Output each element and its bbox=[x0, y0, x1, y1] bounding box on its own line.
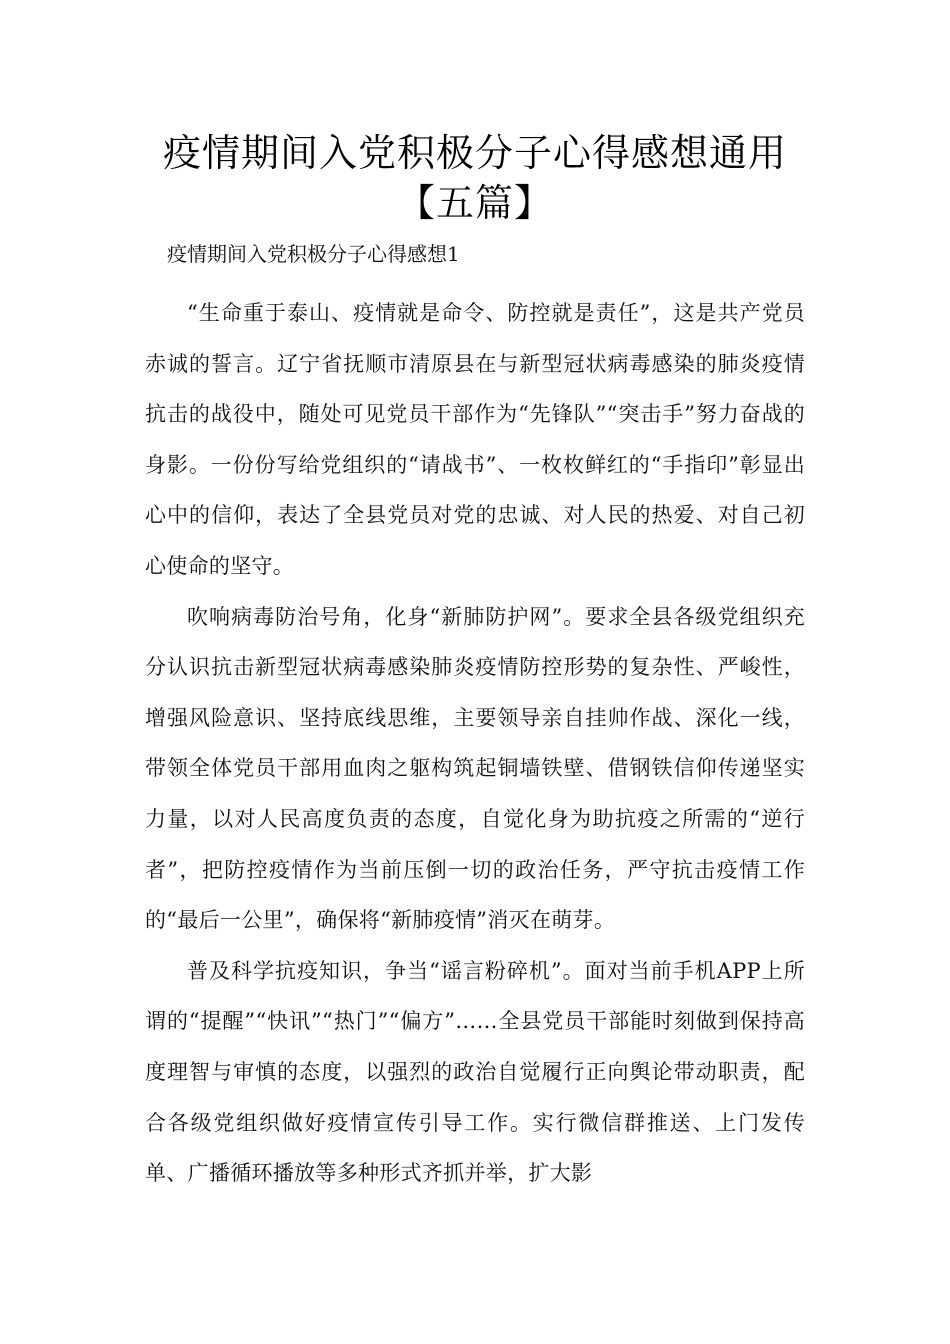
paragraph-3: 普及科学抗疫知识，争当“谣言粉碎机”。面对当前手机APP上所谓的“提醒”“快讯”“热门”“偏方”……全县党员干部能时刻做到保持高度理智与审慎的态度，以强烈的政治自觉履行正向舆论带动职责，配合各级党组织做好疫情宣传引导工作。实行微信群推送、上门发传单、广播循环播放等多种形式齐抓并举，扩大影 bbox=[145, 958, 805, 1186]
document-title bbox=[145, 128, 805, 228]
document-body bbox=[145, 288, 805, 1199]
paragraph-2: 吹响病毒防治号角，化身“新肺防护网”。要求全县各级党组织充分认识抗击新型冠状病毒感染肺炎疫情防控形势的复杂性、严峻性，增强风险意识、坚持底线思维，主要领导亲自挂帅作战、深化一线，带领全体党员干部用血肉之躯构筑起铜墙铁壁、借钢铁信仰传递坚实力量，以对人民高度负责的态度，自觉化身为助抗疫之所需的“逆行者”，把防控疫情作为当前压倒一切的政治任务，严守抗击疫情工作的“最后一公里”，确保将“新肺疫情”消灭在萌芽。 bbox=[145, 604, 805, 933]
document-title-line-1: 疫情期间入党积极分子心得感想通用 bbox=[162, 131, 787, 175]
document-title-line-2: 【五篇】 bbox=[396, 181, 553, 225]
paragraph-1: “生命重于泰山、疫情就是命令、防控就是责任”，这是共产党员赤诚的誓言。辽宁省抚顺市清原县在与新型冠状病毒感染的肺炎疫情抗击的战役中，随处可见党员干部作为“先锋队”“突击手”努力奋战的身影。一份份写给党组织的“请战书”、一枚枚鲜红的“手指印”彰显出心中的信仰，表达了全县党员对党的忠诚、对人民的热爱、对自己初心使命的坚守。 bbox=[145, 301, 805, 578]
section-heading: 疫情期间入党积极分子心得感想1 bbox=[167, 242, 460, 266]
